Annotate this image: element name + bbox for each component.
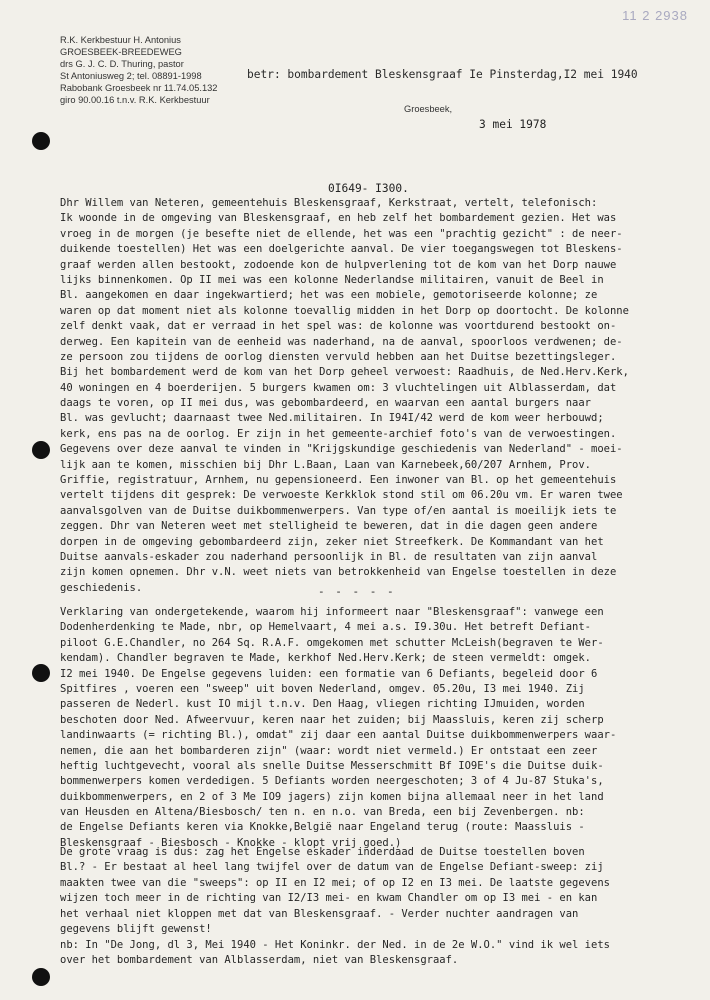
text-line: van Heusden en Altena/Biesbosch/ ten n. en n.o. van Breda, een bij Zevenbergen. nb: <box>60 806 585 819</box>
text-line: over het bombardement van Alblasserdam, niet van Bleskensgraaf. <box>60 954 459 967</box>
text-line: lijk aan te komen, misschien bij Dhr L.Baan, Laan van Karnebeek,60/207 Arnhem, Prov. <box>60 458 592 471</box>
text-line: waren op dat moment niet als kolonne toevallig midden in het Dorp op doortocht. De kolonne <box>60 304 629 317</box>
file-number: 0I649- I300. <box>328 182 409 195</box>
punch-hole <box>32 132 50 150</box>
letterhead-line: St Antoniusweg 2; tel. 08891-1998 <box>60 71 202 82</box>
text-line: daags te voren, op II mei dus, was gebombardeerd, en waarvan een aantal burgers naar <box>60 397 592 410</box>
text-line: derweg. Een kapitein van de eenheid was naderhand, na de aanval, spoorloos verdwenen; de- <box>60 335 623 348</box>
punch-hole <box>32 441 50 459</box>
text-line: passeren de Nederl. kust IO mijl t.n.v. Den Haag, vliegen richting IJmuiden, worden <box>60 698 585 711</box>
text-line: heftig luchtgevecht, vooral als snelle Duitse Messerschmitt Bf IO9E's die Duitse duik- <box>60 759 604 772</box>
text-line: Bl. was gevlucht; daarnaast twee Ned.militairen. In I94I/42 werd de kom weer herbouwd; <box>60 412 604 425</box>
text-line: Bleskensgraaf - Biesbosch - Knokke - klopt vrij goed.) <box>60 836 402 849</box>
paragraph-telephone-report <box>60 196 690 596</box>
letterhead-line: GROESBEEK-BREEDEWEG <box>60 47 182 58</box>
text-line: Duitse aanvals-eskader zou naderhand persoonlijk in Bl. de resultaten van zijn aanval <box>60 550 598 563</box>
text-line: geschiedenis. <box>60 581 143 594</box>
text-line: Gegevens over deze aanval te vinden in "Krijgskundige geschiedenis van Nederland" - moei- <box>60 443 623 456</box>
subject-line: betr: bombardement Bleskensgraaf Ie Pinsterdag,I2 mei 1940 <box>247 68 638 81</box>
text-line: Dodenherdenking te Made, nbr, op Hemelvaart, 4 mei a.s. I9.30u. Het betreft Defiant- <box>60 621 592 634</box>
text-line: ze persoon zou tijdens de oorlog diensten vervuld hebben aan het Duitse bezettingsleger. <box>60 350 617 363</box>
text-line: aanvalsgolven van de Duitse duikbommenwerpers. Van type of/en aantal is moeilijk iets te <box>60 504 617 517</box>
text-line: zijn komen opnemen. Dhr v.N. weet niets van betrokkenheid van Engelse toestellen in deze <box>60 566 617 579</box>
text-line: Dhr Willem van Neteren, gemeentehuis Bleskensgraaf, Kerkstraat, vertelt, telefonisch: <box>60 197 598 209</box>
text-line: piloot G.E.Chandler, no 264 Sq. R.A.F. omgekomen met schutter McLeish(begraven te Wer- <box>60 636 604 649</box>
punch-hole <box>32 968 50 986</box>
text-line: De grote vraag is dus: zag het Engelse eskader inderdaad de Duitse toestellen boven <box>60 846 585 858</box>
separator: - - - - - <box>318 585 396 598</box>
text-line: Griffie, registratuur, Arnhem, nu gepensioneerd. Een inwoner van Bl. op het gemeentehuis <box>60 474 617 487</box>
text-line: nemen, die aan het bombarderen zijn" (waar: wordt niet vermeld.) Er ontstaat een zeer <box>60 744 598 757</box>
text-line: maakten twee van die "sweeps": op II en I2 mei; of op I2 en I3 mei. De laatste gegevens <box>60 876 610 889</box>
text-line: vertelt tijdens dit gesprek: De verwoeste Kerkklok stond stil om 06.20u vm. Er waren twee <box>60 489 623 502</box>
text-line: duikende toestellen) Het was een doelgerichte aanval. De vier toegangswegen tot Bleskens- <box>60 243 623 256</box>
paragraph-declaration <box>60 605 690 851</box>
text-line: het verhaal niet kloppen met dat van Bleskensgraaf. - Verder nuchter aandragen van <box>60 907 579 920</box>
paragraph-question <box>60 845 690 937</box>
punch-hole <box>32 664 50 682</box>
text-line: dorpen in de omgeving gebombardeerd zijn, zeker niet Streefkerk. De Kommandant van het <box>60 535 604 548</box>
text-line: kerk, ens pas na de oorlog. Er zijn in het gemeente-archief foto's van de verwoestingen. <box>60 427 617 440</box>
text-line: zeggen. Dhr van Neteren weet met stelligheid te beweren, dat in die dagen geen andere <box>60 520 598 533</box>
text-line: I2 mei 1940. De Engelse gegevens luiden: een formatie van 6 Defiants, begeleid door 6 <box>60 667 598 680</box>
text-line: duikbommenwerpers, en 2 of 3 Me IO9 jagers) zijn komen bijna allemaal neer in het land <box>60 790 604 803</box>
letterhead-line: Rabobank Groesbeek nr 11.74.05.132 <box>60 83 218 94</box>
text-line: Ik woonde in de omgeving van Bleskensgraaf, en heb zelf het bombardement gezien. Het was <box>60 212 617 225</box>
text-line: zelf denkt vaak, dat er verraad in het spel was: de kolonne was voortdurend bestookt on- <box>60 320 617 333</box>
text-line: Bij het bombardement werd de kom van het Dorp geheel verwoest: Raadhuis, de Ned.Herv.Kerk, <box>60 366 629 379</box>
paragraph-note <box>60 938 690 969</box>
text-line: lijks binnenkomen. Op II mei was een kolonne Nederlandse militairen, vanuit de Beel in <box>60 273 604 286</box>
text-line: nb: In "De Jong, dl 3, Mei 1940 - Het Koninkr. der Ned. in de 2e W.O." vind ik wel iets <box>60 939 610 951</box>
text-line: de Engelse Defiants keren via Knokke,België naar Engeland terug (route: Maassluis - <box>60 821 585 834</box>
place: Groesbeek, <box>404 104 453 114</box>
text-line: bommenwerpers komen verdedigen. 5 Defiants worden neergeschoten; 3 of 4 Ju-87 Stuka's, <box>60 775 604 788</box>
text-line: wijzen toch meer in de richting van I2/I3 mei- en kwam Chandler om op I3 mei - en kan <box>60 892 598 905</box>
text-line: Verklaring van ondergetekende, waarom hij informeert naar "Bleskensgraaf": vanwege een <box>60 606 604 618</box>
text-line: landinwaarts (= richting Bl.), omdat" zij daar een aantal Duitse duikbommenwerpers waar- <box>60 729 617 742</box>
text-line: Spitfires , voeren een "sweep" uit boven Nederland, omgev. 05.20u, I3 mei 1940. Zij <box>60 682 585 695</box>
letterhead <box>60 34 260 107</box>
text-line: Bl. aangekomen en daar ingekwartierd; het was een mobiele, gemotoriseerde kolonne; ze <box>60 289 598 302</box>
letterhead-line: giro 90.00.16 t.n.v. R.K. Kerkbestuur <box>60 95 210 106</box>
text-line: vroeg in de morgen (je besefte niet de ellende, het was een "prachtig gezicht" : de neer- <box>60 227 623 240</box>
letterhead-line: R.K. Kerkbestuur H. Antonius <box>60 35 181 45</box>
archive-number: 11 2 2938 <box>622 8 688 23</box>
text-line: Bl.? - Er bestaat al heel lang twijfel over de datum van de Engelse Defiant-sweep: zij <box>60 861 604 874</box>
letter-date: 3 mei 1978 <box>479 118 547 131</box>
text-line: graaf werden allen bestookt, zodoende kon de hulpverlening tot de kom van het Dorp nauwe <box>60 258 617 271</box>
letterhead-line: drs G. J. C. D. Thuring, pastor <box>60 59 184 70</box>
text-line: gegevens blijft gewenst! <box>60 922 212 935</box>
text-line: kendam). Chandler begraven te Made, kerkhof Ned.Herv.Kerk; de steen vermeldt: omgek. <box>60 652 592 665</box>
text-line: 40 woningen en 4 boerderijen. 5 burgers kwamen om: 3 vluchtelingen uit Alblasserdam, dat <box>60 381 617 394</box>
text-line: beschoten door Ned. Afweervuur, keren naar het zuiden; bij Maassluis, keren zij scherp <box>60 713 604 726</box>
